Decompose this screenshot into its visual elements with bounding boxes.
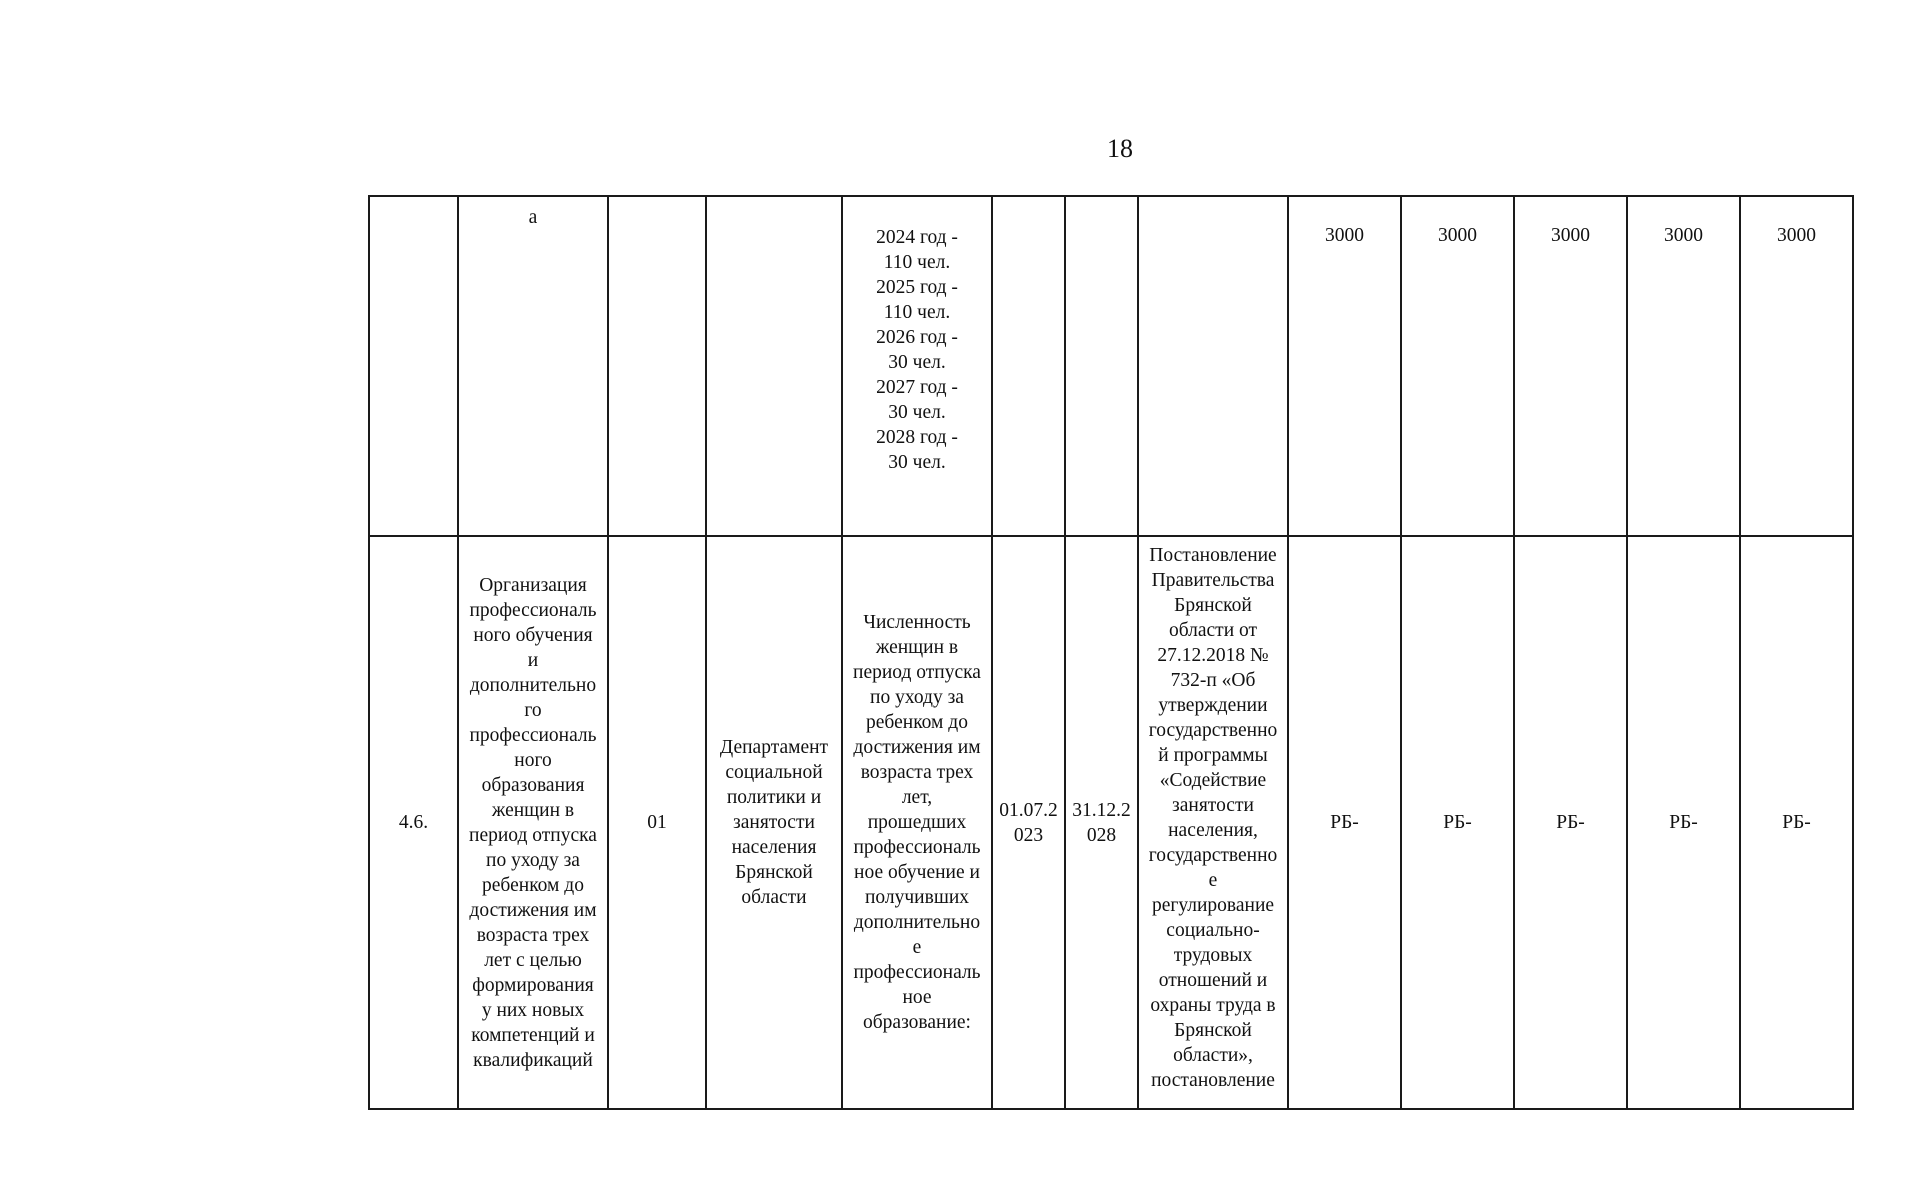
- cell-basis: [1138, 196, 1288, 536]
- text-line: 2024 год -: [876, 227, 958, 248]
- text-line: 2025 год -: [876, 277, 958, 298]
- cell-code: [608, 196, 706, 536]
- text-line: 2026 год -: [876, 327, 958, 348]
- cell-name: [458, 536, 608, 1109]
- text-line: ного обучения: [473, 624, 593, 646]
- text-line: формирования: [472, 974, 594, 996]
- cell-amount: 3000: [1740, 196, 1853, 536]
- text-line: возраста трех: [860, 762, 974, 783]
- text-line: регулирование: [1151, 895, 1275, 916]
- text-line: 30 чел.: [888, 402, 946, 423]
- indicator-text: [844, 610, 990, 1035]
- executor-name: [708, 735, 840, 910]
- text-line: области от: [1168, 620, 1258, 641]
- text-line: социальной: [725, 762, 823, 783]
- measure-name: [460, 573, 606, 1073]
- cell-funding: РБ-: [1627, 536, 1740, 1109]
- text-line: лет,: [901, 787, 933, 808]
- cell-end-date: [1065, 536, 1138, 1109]
- text-line: 023: [1013, 824, 1044, 846]
- text-line: Департамент: [719, 737, 829, 758]
- cell-funding: РБ-: [1288, 536, 1401, 1109]
- text-line: Правительства: [1151, 570, 1275, 591]
- text-line: государственно: [1148, 845, 1278, 866]
- text-line: по уходу за: [870, 687, 964, 708]
- text-line: возраста трех: [476, 924, 590, 946]
- cell-number: [369, 196, 458, 536]
- text-line: достижения им: [853, 737, 981, 758]
- text-line: го: [524, 699, 542, 721]
- program-table: [368, 195, 1854, 1110]
- text-line: период отпуска: [853, 662, 981, 683]
- text-line: охраны труда в: [1150, 995, 1276, 1016]
- text-line: отношений и: [1158, 970, 1268, 991]
- text-line: образования: [481, 774, 585, 796]
- page-number: 18: [1107, 134, 1133, 163]
- text-line: 30 чел.: [888, 352, 946, 373]
- text-line: е: [912, 937, 922, 958]
- text-line: е: [1208, 870, 1218, 891]
- text-line: «Содействие: [1159, 770, 1267, 791]
- text-line: утверждении: [1158, 695, 1268, 716]
- text-line: получивших: [864, 887, 970, 908]
- text-line: ребенком до: [866, 712, 968, 733]
- cell-executor: [706, 536, 842, 1109]
- text-line: трудовых: [1173, 945, 1253, 966]
- text-line: по уходу за: [486, 849, 580, 871]
- text-line: Численность: [863, 612, 971, 633]
- text-line: профессиональ: [853, 962, 981, 983]
- cell-amount: 3000: [1288, 196, 1401, 536]
- text-line: дополнительно: [853, 912, 981, 933]
- text-line: населения,: [1168, 820, 1258, 841]
- cell-funding: РБ-: [1401, 536, 1514, 1109]
- text-line: политики и: [726, 787, 822, 808]
- text-line: у них новых: [481, 999, 585, 1021]
- text-line: ное: [902, 987, 932, 1008]
- cell-basis: [1138, 536, 1288, 1109]
- text-line: компетенций и: [471, 1024, 595, 1046]
- indicator-year-list: [844, 225, 990, 475]
- text-line: образование:: [863, 1012, 971, 1033]
- text-line: 27.12.2018 №: [1157, 645, 1269, 666]
- cell-indicator-years: [842, 196, 992, 536]
- text-line: и: [527, 649, 539, 671]
- text-line: государственно: [1148, 720, 1278, 741]
- text-line: 110 чел.: [883, 252, 951, 273]
- cell-amount: 3000: [1401, 196, 1514, 536]
- table-row-4-6: [369, 536, 1853, 1109]
- text-line: женщин в: [491, 799, 575, 821]
- cell-number: 4.6.: [369, 536, 458, 1109]
- text-line: 028: [1086, 824, 1117, 846]
- text-line: Брянской: [1174, 1020, 1252, 1041]
- cell-start-date: [992, 196, 1065, 536]
- text-line: Постановление: [1149, 545, 1277, 566]
- text-line: прошедших: [867, 812, 967, 833]
- cell-start-date: [992, 536, 1065, 1109]
- cell-amount: 3000: [1627, 196, 1740, 536]
- text-line: ребенком до: [482, 874, 584, 896]
- text-line: лет с целью: [484, 949, 582, 971]
- text-line: квалификаций: [473, 1049, 593, 1071]
- text-line: профессиональ: [853, 837, 981, 858]
- text-line: 01.07.2: [999, 799, 1058, 821]
- text-line: социально-: [1166, 920, 1260, 941]
- text-line: 732-п «Об: [1170, 670, 1256, 691]
- text-line: Организация: [479, 574, 587, 596]
- text-line: населения: [731, 837, 817, 858]
- cell-end-date: [1065, 196, 1138, 536]
- cell-name-tail: а: [458, 196, 608, 536]
- text-line: 2028 год -: [876, 427, 958, 448]
- text-line: 2027 год -: [876, 377, 958, 398]
- cell-amount: 3000: [1514, 196, 1627, 536]
- text-line: достижения им: [469, 899, 597, 921]
- end-date: [1067, 798, 1136, 848]
- text-line: женщин в: [875, 637, 959, 658]
- cell-executor: [706, 196, 842, 536]
- text-line: постановление: [1151, 1070, 1275, 1091]
- cell-funding: РБ-: [1514, 536, 1627, 1109]
- text-line: профессиональ: [469, 724, 597, 746]
- basis-text: [1140, 543, 1286, 1093]
- text-line: занятости: [1172, 795, 1254, 816]
- text-line: области: [741, 887, 807, 908]
- text-line: области»,: [1173, 1045, 1253, 1066]
- text-line: 110 чел.: [883, 302, 951, 323]
- cell-code: 01: [608, 536, 706, 1109]
- cell-funding: РБ-: [1740, 536, 1853, 1109]
- start-date: [994, 798, 1063, 848]
- text-line: 30 чел.: [888, 452, 946, 473]
- cell-indicator: [842, 536, 992, 1109]
- text-line: 31.12.2: [1072, 799, 1131, 821]
- text-line: занятости: [733, 812, 815, 833]
- text-line: й программы: [1158, 745, 1268, 766]
- text-line: ного: [514, 749, 552, 771]
- text-line: дополнительно: [469, 674, 597, 696]
- text-line: ное обучение и: [854, 862, 980, 883]
- text-line: Брянской: [1174, 595, 1252, 616]
- text-line: профессиональ: [469, 599, 597, 621]
- text-line: Брянской: [735, 862, 813, 883]
- text-line: период отпуска: [469, 824, 597, 846]
- table-row-continuation: [369, 196, 1853, 536]
